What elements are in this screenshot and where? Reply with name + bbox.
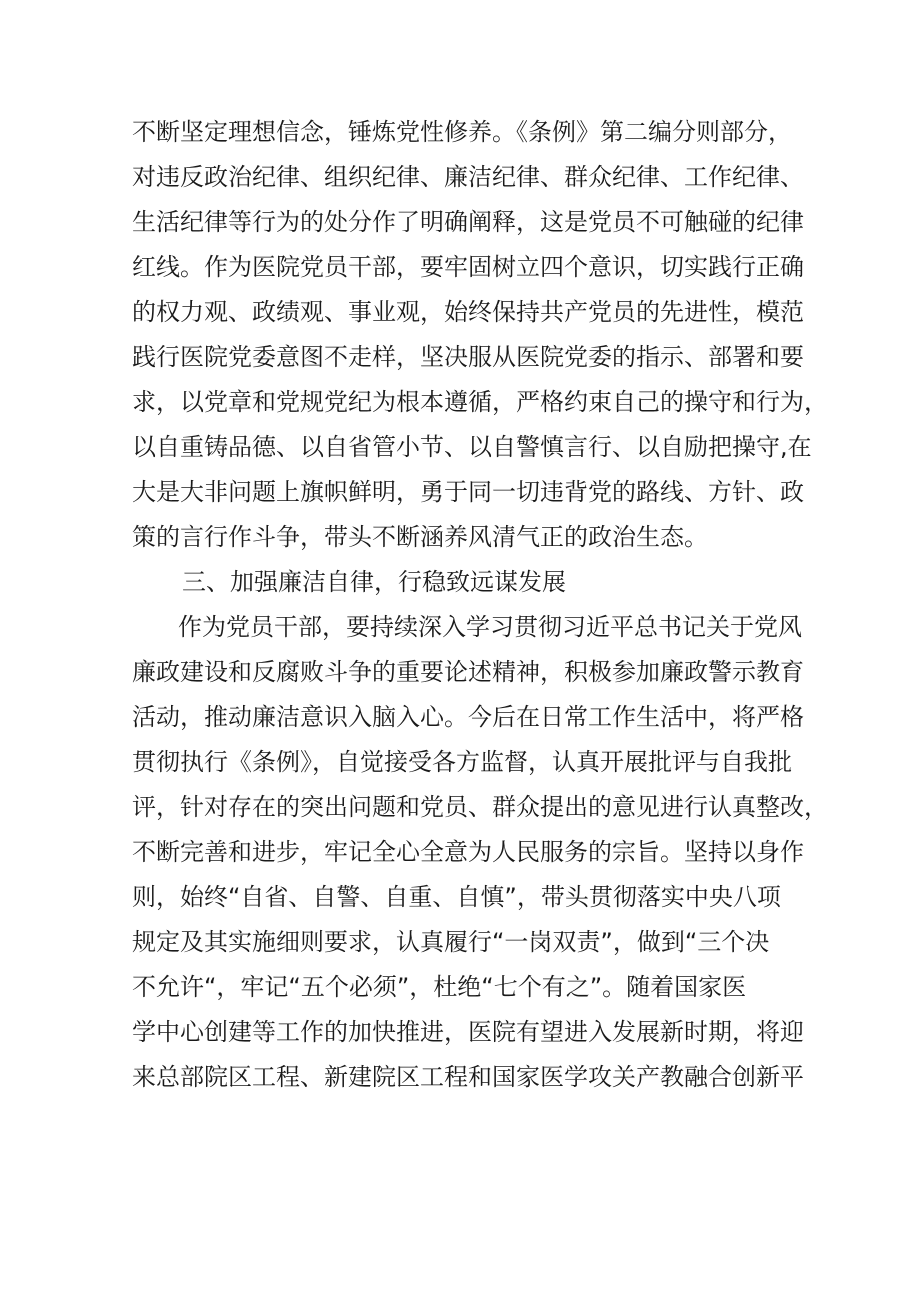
paragraph-line: 践行医院党委意图不走样，坚决服从医院党委的指示、部署和要 [132, 343, 804, 371]
paragraph-line: 则，始终“自省、自警、自重、自慎”，带头贯彻落实中央八项 [132, 883, 781, 911]
paragraph-line: 贯彻执行《条例》，自觉接受各方监督，认真开展批评与自我批 [132, 748, 792, 776]
paragraph-line: 不断完善和进步，牢记全心全意为人民服务的宗旨。坚持以身作 [132, 838, 804, 866]
paragraph-line: 不断坚定理想信念，锤炼党性修养。《条例》第二编分则部分， [132, 118, 792, 146]
section-heading: 三、加强廉洁自律，行稳致远谋发展 [182, 568, 566, 596]
paragraph-line: 生活纪律等行为的处分作了明确阐释，这是党员不可触碰的纪律 [132, 208, 804, 236]
paragraph-line: 策的言行作斗争，带头不断涵养风清气正的政治生态。 [132, 523, 708, 551]
paragraph-line: 来总部院区工程、新建院区工程和国家医学攻关产教融合创新平 [132, 1063, 804, 1091]
paragraph-line: 廉政建设和反腐败斗争的重要论述精神，积极参加廉政警示教育 [132, 658, 804, 686]
paragraph-discipline [132, 110, 828, 560]
paragraph-line: 求，以党章和党规党纪为根本遵循，严格约束自己的操守和行为， [132, 388, 828, 416]
document-body [132, 110, 828, 1100]
paragraph-line: 以自重铸品德、以自省管小节、以自警慎言行、以自励把操守,在 [132, 433, 812, 461]
paragraph-line: 学中心创建等工作的加快推进，医院有望进入发展新时期，将迎 [132, 1018, 804, 1046]
paragraph-line: 大是大非问题上旗帜鲜明，勇于同一切违背党的路线、方针、政 [132, 478, 804, 506]
paragraph-line: 红线。作为医院党员干部，要牢固树立四个意识，切实践行正确 [132, 253, 804, 281]
paragraph-integrity [132, 605, 828, 1100]
paragraph-line: 规定及其实施细则要求，认真履行“一岗双责”，做到“三个决 [132, 928, 770, 956]
paragraph-line: 的权力观、政绩观、事业观，始终保持共产党员的先进性，模范 [132, 298, 804, 326]
paragraph-line: 作为党员干部，要持续深入学习贯彻习近平总书记关于党风 [178, 613, 802, 641]
paragraph-line: 活动，推动廉洁意识入脑入心。今后在日常工作生活中，将严格 [132, 703, 804, 731]
paragraph-line: 对违反政治纪律、组织纪律、廉洁纪律、群众纪律、工作纪律、 [132, 163, 804, 191]
paragraph-line: 评，针对存在的突出问题和党员、群众提出的意见进行认真整改， [132, 793, 828, 821]
paragraph-line: 不允许“，牢记“五个必须”，杜绝“七个有之”。随着国家医 [132, 973, 747, 1001]
